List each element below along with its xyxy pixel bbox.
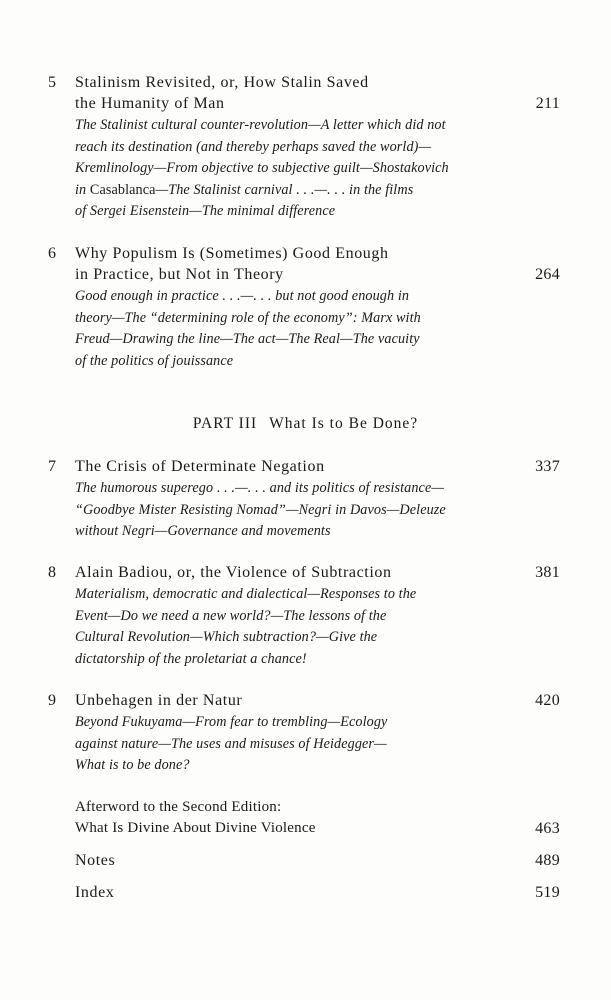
chapter-page-number: 264 bbox=[535, 266, 560, 283]
description-line: dictatorship of the proletariat a chance! bbox=[75, 650, 307, 667]
afterword-title bbox=[75, 797, 515, 839]
chapter-number: 7 bbox=[48, 458, 57, 475]
chapter-title bbox=[75, 690, 515, 711]
description-line: Event—Do we need a new world?—The lessons of the bbox=[75, 607, 387, 624]
chapter-description bbox=[75, 712, 520, 777]
notes-page-number: 489 bbox=[535, 852, 560, 869]
description-line: Beyond Fukuyama—From fear to trembling—Ecology bbox=[75, 714, 388, 730]
chapter-title-line: in Practice, but Not in Theory bbox=[75, 266, 284, 283]
chapter-title-line: the Humanity of Man bbox=[75, 95, 225, 112]
chapter-title bbox=[75, 243, 515, 285]
description-line: of Sergei Eisenstein—The minimal difference bbox=[75, 203, 336, 219]
description-line: “Goodbye Mister Resisting Nomad”—Negri in Davos—Deleuze bbox=[75, 501, 446, 518]
chapter-description bbox=[75, 478, 520, 543]
description-line: Freud—Drawing the line—The act—The Real—The vacuity bbox=[75, 331, 420, 347]
description-line: of the politics of jouissance bbox=[75, 352, 234, 369]
afterword-title-line: Afterword to the Second Edition: bbox=[75, 799, 282, 815]
part-title: What Is to Be Done? bbox=[269, 415, 419, 432]
afterword-title-line: What Is Divine About Divine Violence bbox=[75, 820, 316, 836]
description-line: against nature—The uses and misuses of Heidegger— bbox=[75, 735, 387, 752]
description-line: The Stalinist cultural counter-revolution—A letter which did not bbox=[75, 117, 446, 133]
afterword-page-number: 463 bbox=[535, 820, 560, 837]
description-line: without Negri—Governance and movements bbox=[75, 523, 331, 539]
chapter-description bbox=[75, 115, 520, 223]
chapter-title-line: Alain Badiou, or, the Violence of Subtraction bbox=[75, 564, 392, 581]
chapter-title bbox=[75, 562, 515, 583]
notes-title: Notes bbox=[75, 852, 116, 869]
chapter-title-line: Unbehagen in der Natur bbox=[75, 692, 243, 709]
index-page-number: 519 bbox=[535, 884, 560, 901]
description-line: theory—The “determining role of the economy”: Marx with bbox=[75, 309, 421, 326]
chapter-description bbox=[75, 286, 520, 372]
chapter-title-line: Why Populism Is (Sometimes) Good Enough bbox=[75, 245, 389, 262]
chapter-title-line: Stalinism Revisited, or, How Stalin Saved bbox=[75, 74, 369, 91]
chapter-number: 9 bbox=[48, 692, 57, 709]
chapter-number: 5 bbox=[48, 74, 57, 91]
part-label: PART III bbox=[192, 415, 258, 432]
index-title: Index bbox=[75, 884, 115, 901]
chapter-page-number: 337 bbox=[535, 458, 560, 475]
description-fragment: in bbox=[75, 181, 90, 198]
chapter-page-number: 211 bbox=[535, 95, 560, 112]
description-line: Good enough in practice . . .—. . . but not good enough in bbox=[75, 288, 410, 304]
chapter-number: 8 bbox=[48, 564, 57, 581]
chapter-number: 6 bbox=[48, 245, 57, 262]
description-line: The humorous superego . . .—. . . and its politics of resistance— bbox=[75, 480, 445, 496]
description-line bbox=[75, 180, 520, 202]
part-heading bbox=[0, 413, 611, 434]
description-line: Cultural Revolution—Which subtraction?—Give the bbox=[75, 629, 378, 645]
description-line: What is to be done? bbox=[75, 757, 190, 773]
description-fragment: —The Stalinist carnival . . .—. . . in the films bbox=[155, 181, 414, 198]
chapter-page-number: 420 bbox=[535, 692, 560, 709]
chapter-page-number: 381 bbox=[535, 564, 560, 581]
description-line: Materialism, democratic and dialectical—Responses to the bbox=[75, 586, 417, 602]
chapter-description bbox=[75, 584, 520, 670]
description-line: Kremlinology—From objective to subjective guilt—Shostakovich bbox=[75, 160, 449, 176]
chapter-title bbox=[75, 72, 515, 114]
description-line: reach its destination (and thereby perhaps saved the world)— bbox=[75, 138, 432, 155]
film-title: Casablanca bbox=[89, 181, 156, 198]
chapter-title-line: The Crisis of Determinate Negation bbox=[75, 458, 325, 475]
chapter-title bbox=[75, 456, 515, 477]
